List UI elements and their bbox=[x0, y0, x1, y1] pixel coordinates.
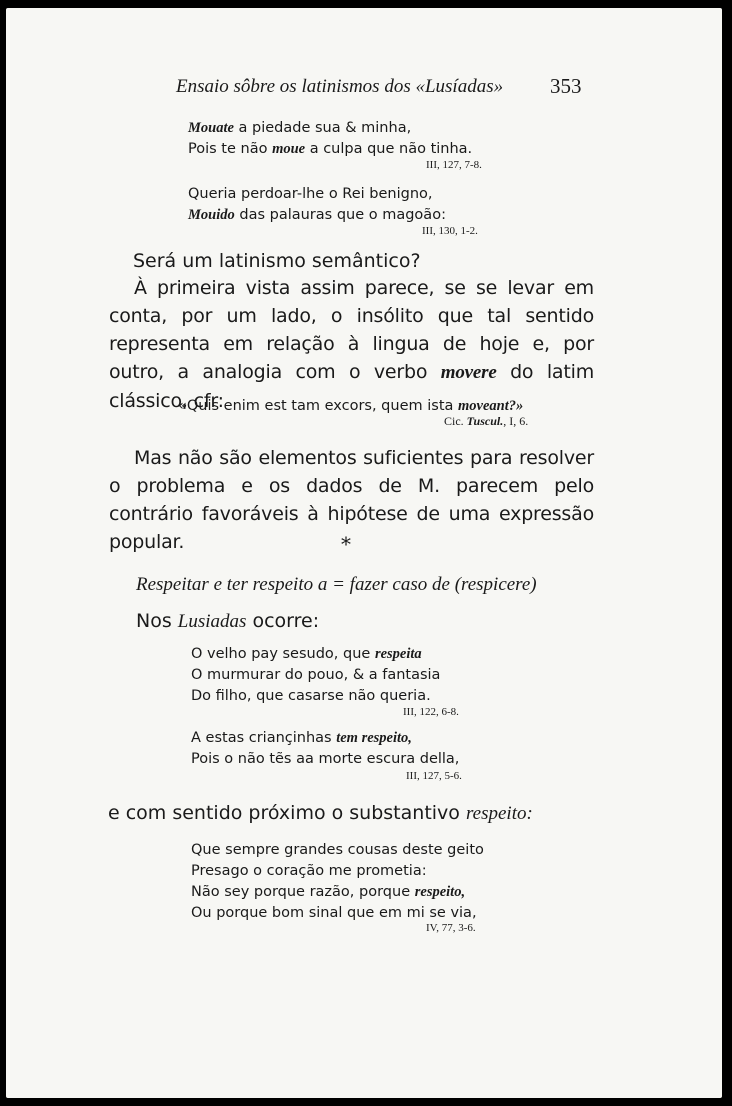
quote-2-reference: III, 130, 1-2. bbox=[422, 225, 478, 237]
quote-3-reference: Cic. Tuscul., I, 6. bbox=[444, 414, 529, 428]
paragraph-analysis: À primeira vista assim parece, se se levar em conta, por um lado, o insólito que tal sentido representa em relação à lingua de hoje e, por outro, a analogia com o verbo movere do latim clássico, cfr: bbox=[109, 277, 594, 412]
quote-6: Que sempre grandes cousas deste geito Presago o coração me prometia: Não sey porque razão, porque respeito, Ou porque bom sinal que em mi se via, bbox=[191, 842, 484, 921]
quote-3: «Quis enim est tam excors, quem ista moveant?» bbox=[178, 398, 524, 414]
page-number: 353 bbox=[550, 74, 582, 98]
paragraph-substantive: e com sentido próximo o substantivo respeito: bbox=[108, 802, 533, 824]
paragraph-question: Será um latinismo semântico? bbox=[133, 250, 421, 272]
quote-1-reference: III, 127, 7-8. bbox=[426, 159, 482, 171]
section-title: Respeitar e ter respeito a = fazer caso de (respicere) bbox=[136, 574, 537, 595]
quote-2: Queria perdoar-lhe o Rei benigno, Mouido das palauras que o magoão: bbox=[188, 186, 446, 223]
quote-5: A estas crianҫinhas tem respeito, Pois o não tẽs aa morte escura della, bbox=[191, 730, 460, 767]
quote-4-reference: III, 122, 6-8. bbox=[403, 706, 459, 718]
running-title: Ensaio sôbre os latinismos dos «Lusíadas» bbox=[176, 76, 504, 97]
section-separator: * bbox=[341, 532, 351, 556]
quote-5-reference: III, 127, 5-6. bbox=[406, 770, 462, 782]
quote-4: O velho pay sesudo, que respeita O murmurar do pouo, & a fantasia Do filho, que casarse não queria. bbox=[191, 646, 441, 704]
intro-line: Nos Lusiadas ocorre: bbox=[136, 610, 320, 632]
paragraph-conclusion: Mas não são elementos suficientes para resolver o problema e os dados de M. parecem pelo contrário favoráveis à hipótese de uma expressão popular. bbox=[109, 447, 594, 553]
book-page bbox=[6, 8, 722, 1098]
quote-6-reference: IV, 77, 3-6. bbox=[426, 922, 476, 934]
quote-1: Mouate a piedade sua & minha, Pois te não moue a culpa que não tinha. bbox=[188, 120, 473, 157]
